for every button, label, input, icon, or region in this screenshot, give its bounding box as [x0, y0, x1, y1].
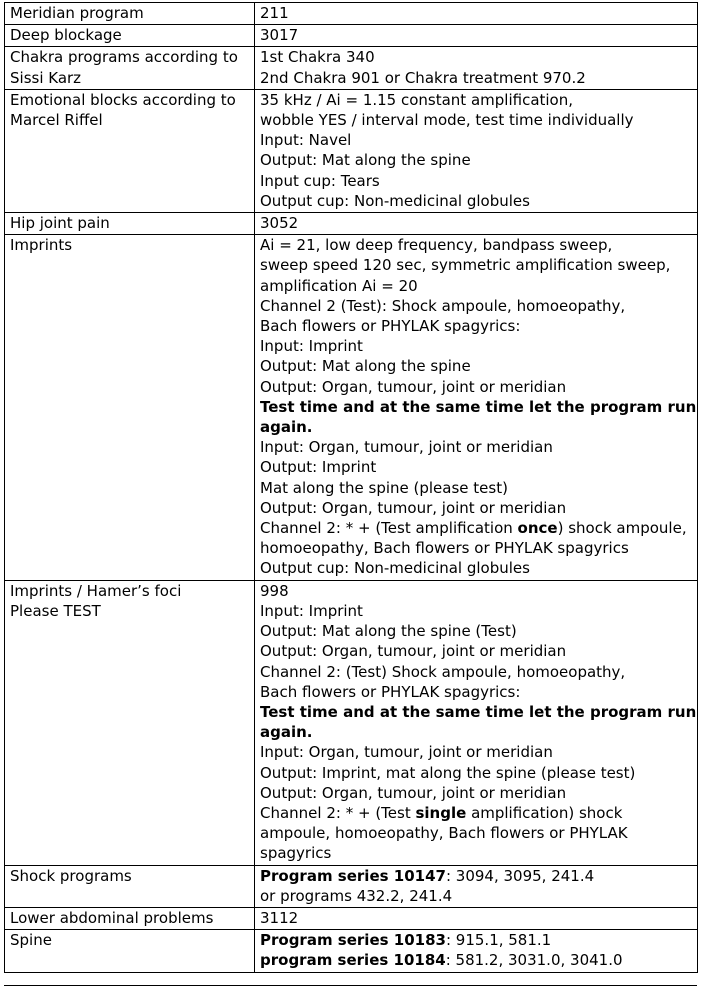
- row-label: Lower abdominal problems: [5, 907, 255, 929]
- row-label: Hip joint pain: [5, 213, 255, 235]
- row-value: 3112: [255, 907, 698, 929]
- table-row: [5, 865, 698, 907]
- table-row: [5, 47, 698, 89]
- row-label: Emotional blocks according to Marcel Riffel: [5, 89, 255, 212]
- table-row: [5, 235, 698, 580]
- row-label: Imprints / Hamer’s foci Please TEST: [5, 580, 255, 865]
- program-table: [4, 2, 698, 973]
- row-value: Program series 10183: 915.1, 581.1 program series 10184: 581.2, 3031.0, 3041.0: [255, 930, 698, 972]
- table-row: [5, 25, 698, 47]
- row-value: Program series 10147: 3094, 3095, 241.4 or programs 432.2, 241.4: [255, 865, 698, 907]
- row-value: 3017: [255, 25, 698, 47]
- table-row: [5, 907, 698, 929]
- row-label: Deep blockage: [5, 25, 255, 47]
- row-label: Shock programs: [5, 865, 255, 907]
- row-value: 998 Input: Imprint Output: Mat along the spine (Test) Output: Organ, tumour, joint or meridian Channel 2: (Test) Shock ampoule, homoeopathy, Bach flowers or PHYLAK spagyrics: Test time and at the same time let the program run again. Input: Organ, tumour, joint or meridian Output: Imprint, mat along the spine (please test) Output: Organ, tumour, joint or meridian Channel 2: * + (Test single amplification) shock ampoule, homoeopathy, Bach flowers or PHYLAK spagyrics: [255, 580, 698, 865]
- row-label: Imprints: [5, 235, 255, 580]
- row-value: 3052: [255, 213, 698, 235]
- page-bottom-rule: [4, 985, 697, 986]
- table-row: [5, 580, 698, 865]
- row-label: Meridian program: [5, 3, 255, 25]
- table-row: [5, 213, 698, 235]
- row-value: 211: [255, 3, 698, 25]
- row-value: Ai = 21, low deep frequency, bandpass sweep, sweep speed 120 sec, symmetric amplification sweep, amplification Ai = 20 Channel 2 (Test): Shock ampoule, homoeopathy, Bach flowers or PHYLAK spagyrics: Input: Imprint Output: Mat along the spine Output: Organ, tumour, joint or meridian Test time and at the same time let the program run again. Input: Organ, tumour, joint or meridian Output: Imprint Mat along the spine (please test) Output: Organ, tumour, joint or meridian Channel 2: * + (Test amplification once) shock ampoule, homoeopathy, Bach flowers or PHYLAK spagyrics Output cup: Non-medicinal globules: [255, 235, 698, 580]
- row-label: Spine: [5, 930, 255, 972]
- row-value: 35 kHz / Ai = 1.15 constant amplification, wobble YES / interval mode, test time individually Input: Navel Output: Mat along the spine Input cup: Tears Output cup: Non-medicinal globules: [255, 89, 698, 212]
- table-row: [5, 3, 698, 25]
- row-label: Chakra programs according to Sissi Karz: [5, 47, 255, 89]
- table-row: [5, 930, 698, 972]
- table-row: [5, 89, 698, 212]
- row-value: 1st Chakra 340 2nd Chakra 901 or Chakra treatment 970.2: [255, 47, 698, 89]
